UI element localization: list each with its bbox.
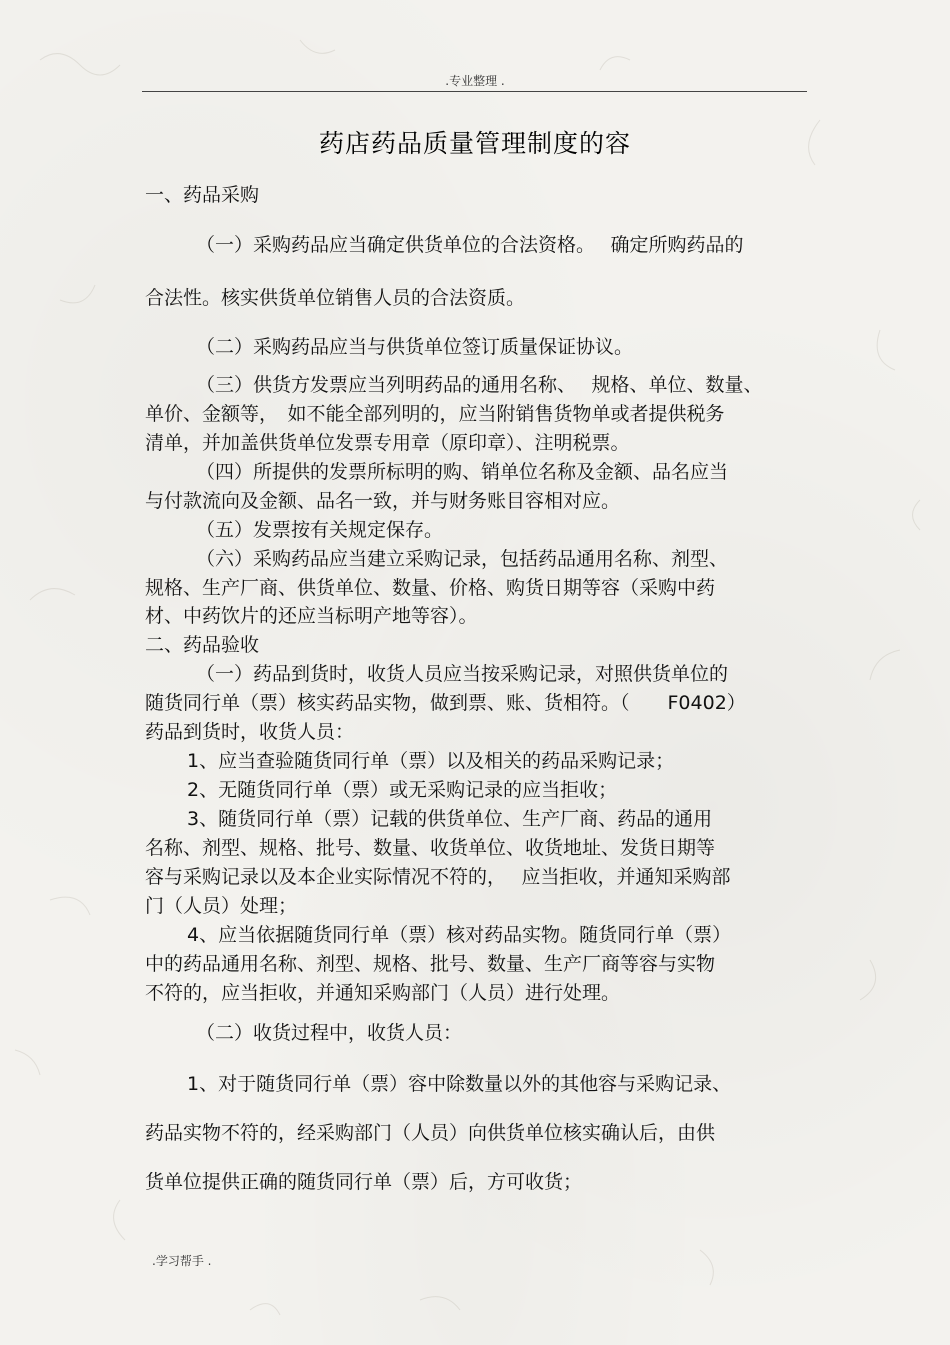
- paragraph-line: 清单，并加盖供货单位发票专用章（原印章）、注明税票。: [145, 432, 630, 454]
- paragraph-line: （四）所提供的发票所标明的购、销单位名称及金额、品名应当: [196, 461, 729, 483]
- paragraph-line: 与付款流向及金额、品名一致，并与财务账目容相对应。: [145, 490, 621, 512]
- paragraph-line: 药品到货时，收货人员：: [145, 721, 355, 743]
- paragraph-line: 合法性。核实供货单位销售人员的合法资质。: [145, 287, 526, 309]
- paragraph-line: 名称、剂型、规格、批号、数量、收货单位、收货地址、发货日期等: [145, 837, 716, 859]
- paragraph-line: 随货同行单（票）核实药品实物，做到票、账、货相符。（ F0402）: [145, 692, 746, 714]
- paragraph-line: 不符的，应当拒收，并通知采购部门（人员）进行处理。: [145, 982, 621, 1004]
- paragraph-line: 门（人员）处理；: [145, 895, 298, 917]
- paragraph-line: （五）发票按有关规定保存。: [196, 519, 444, 541]
- paragraph-line: 规格、生产厂商、供货单位、数量、价格、购货日期等容（采购中药: [145, 577, 716, 599]
- paragraph-line: （六）采购药品应当建立采购记录，包括药品通用名称、剂型、: [196, 548, 729, 570]
- paragraph-line: 单价、金额等， 如不能全部列明的，应当附销售货物单或者提供税务: [145, 403, 725, 425]
- paragraph-line: 4、应当依据随货同行单（票）核对药品实物。随货同行单（票）: [187, 924, 732, 946]
- section-heading: 二、药品验收: [145, 634, 260, 656]
- section-heading: 一、药品采购: [145, 184, 260, 206]
- paragraph-line: （三）供货方发票应当列明药品的通用名称、 规格、单位、数量、: [196, 374, 763, 396]
- paragraph-line: 容与采购记录以及本企业实际情况不符的， 应当拒收，并通知采购部: [145, 866, 731, 888]
- header-divider: [142, 91, 807, 92]
- paragraph-line: 药品实物不符的，经采购部门（人员）向供货单位核实确认后，由供: [145, 1122, 716, 1144]
- page-footer: .学习帮手 .: [152, 1254, 212, 1268]
- paragraph-line: （一）采购药品应当确定供货单位的合法资格。 确定所购药品的: [196, 234, 744, 256]
- page-header: .专业整理 .: [445, 74, 505, 88]
- paragraph-line: 3、随货同行单（票）记载的供货单位、生产厂商、药品的通用: [187, 808, 713, 830]
- paragraph-line: （二）收货过程中，收货人员：: [196, 1022, 463, 1044]
- paragraph-line: 货单位提供正确的随货同行单（票）后，方可收货；: [145, 1171, 583, 1193]
- paragraph-line: （二）采购药品应当与供货单位签订质量保证协议。: [196, 336, 634, 358]
- paragraph-line: 1、对于随货同行单（票）容中除数量以外的其他容与采购记录、: [187, 1073, 732, 1095]
- paragraph-line: 2、无随货同行单（票）或无采购记录的应当拒收；: [187, 779, 618, 801]
- document-title: 药店药品质量管理制度的容: [318, 129, 631, 158]
- paragraph-line: 中的药品通用名称、剂型、规格、批号、数量、生产厂商等容与实物: [145, 953, 716, 975]
- paragraph-line: 1、应当查验随货同行单（票）以及相关的药品采购记录；: [187, 750, 675, 772]
- paragraph-line: （一）药品到货时，收货人员应当按采购记录，对照供货单位的: [196, 663, 729, 685]
- paragraph-line: 材、中药饮片的还应当标明产地等容）。: [145, 605, 478, 627]
